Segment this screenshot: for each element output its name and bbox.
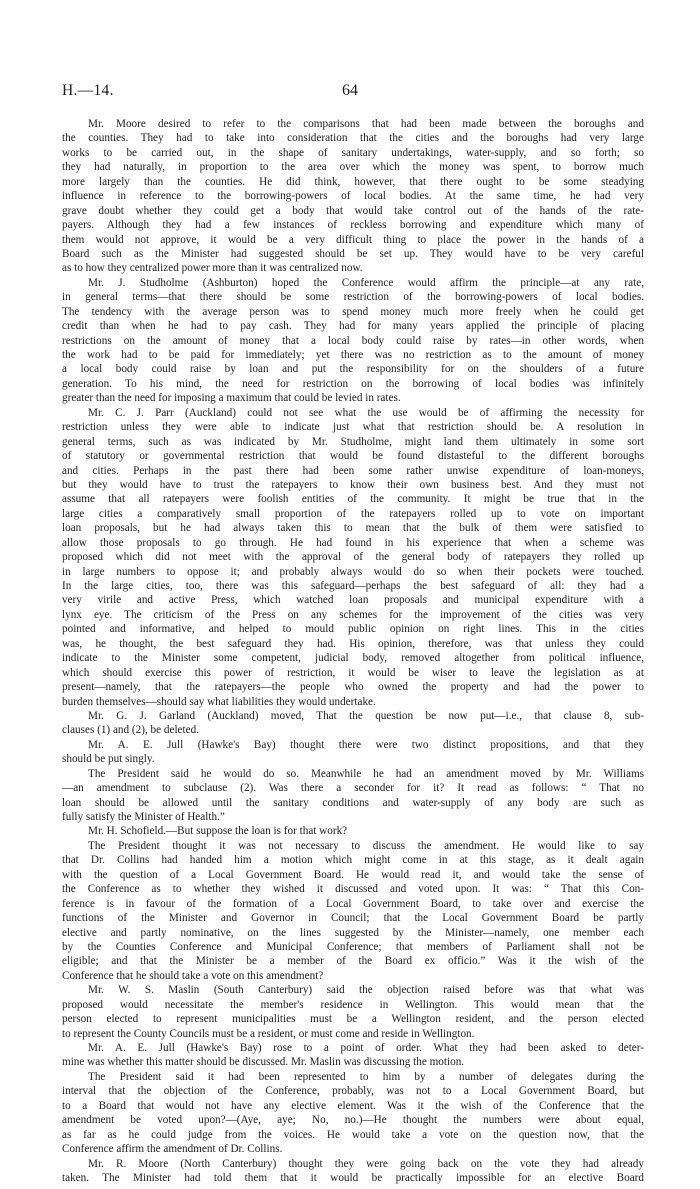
text-line: a local body could raise by loan and put the responsibility for on the shoulders of a future xyxy=(62,363,644,376)
text-line: Board such as the Minister had suggested should be set up. They would have to be very careful xyxy=(62,247,644,260)
text-line: generation. To his mind, the need for restriction on the borrowing of local bodies was infinitely xyxy=(62,377,644,390)
text-line: to represent the County Councils must be a resident, or must come and reside in Wellington. xyxy=(62,1027,475,1040)
text-line: should be put singly. xyxy=(62,753,155,766)
text-line: restrictions on the amount of money that a local body could raise by rates—in other words, when xyxy=(62,334,644,347)
text-line: pointed and informative, and helped to mould public opinion on right lines. This in the cities xyxy=(62,623,644,636)
body-text xyxy=(62,117,644,1185)
text-line: ference is in favour of the formation of a Local Government Board, to take over and exercise the xyxy=(62,897,644,910)
text-line: taken. The Minister had told them that it would be practically impossible for an elective Board xyxy=(62,1171,644,1184)
text-line: as far as he could judge from the voices. He would take a vote on the question now, that the xyxy=(62,1128,644,1141)
text-line: in general terms—that there should be some restriction of the borrowing-powers of local bodies. xyxy=(62,291,644,304)
text-line: by the Counties Conference and Municipal Conference; that members of Parliament shall not be xyxy=(62,940,644,953)
text-line: loan proposals, but he had always taken this to mean that the bulk of them were satisfied to xyxy=(62,522,644,535)
page-header xyxy=(62,82,638,102)
text-line: Mr. C. J. Parr (Auckland) could not see what the use would be of affirming the necessity for xyxy=(88,406,644,419)
text-line: In the large cities, too, there was this safeguard—perhaps the best safeguard of all: they had a xyxy=(62,580,644,592)
text-line: Conference that he should take a vote on this amendment? xyxy=(62,969,324,982)
text-line: The President thought it was not necessary to discuss the amendment. He would like to say xyxy=(88,839,644,852)
text-line: in large numbers to oppose it; and probably always would do so when their pockets were touched. xyxy=(62,565,644,578)
text-line: The President said he would do so. Meanwhile he had an amendment moved by Mr. Williams xyxy=(88,767,644,780)
text-line: they had naturally, in proportion to the area over which the money was spent, to borrow much xyxy=(62,161,644,174)
text-line: the work had to be paid for immediately; yet there was no restriction as to the amount of money xyxy=(62,349,644,361)
text-line: clauses (1) and (2), be deleted. xyxy=(62,724,199,737)
text-line: person elected to represent municipalities must be a Wellington resident, and the person elected xyxy=(62,1013,644,1026)
text-line: Mr. G. J. Garland (Auckland) moved, That the question be now put—i.e., that clause 8, sub- xyxy=(88,709,644,722)
text-line: Mr. H. Schofield.—But suppose the loan is for that work? xyxy=(88,825,348,838)
text-line: was, he thought, the best safeguard they had. His opinion, therefore, was that unless they could xyxy=(62,637,644,650)
text-line: that Dr. Collins had handed him a motion which might come in at this stage, as it dealt again xyxy=(62,854,644,867)
text-line: greater than the need for imposing a maximum that could be levied in rates. xyxy=(62,392,401,405)
text-line: Mr. A. E. Jull (Hawke's Bay) rose to a point of order. What they had been asked to deter- xyxy=(88,1042,644,1054)
text-line: as to how they centralized power more than it was centralized now. xyxy=(62,262,363,275)
text-line: credit than when he had to pay cash. They had for many years applied the principle of placing xyxy=(62,320,644,333)
text-line: restriction unless they were able to indicate just what that restriction should be. A resolution in xyxy=(62,421,644,434)
text-line: the Conference as to whether they wished it discussed and voted upon. It was: “ That this Con- xyxy=(62,883,644,896)
text-line: lynx eye. The criticism of the Press on any schemes for the improvement of the cities was very xyxy=(62,608,644,621)
text-line: fully satisfy the Minister of Health.” xyxy=(62,811,225,823)
text-line: Conference affirm the amendment of Dr. Collins. xyxy=(62,1143,283,1156)
text-line: The tendency with the average person was to spend money much more freely when he could get xyxy=(62,305,644,318)
text-line: general terms, such as was indicated by Mr. Studholme, might land them ultimately in some sort xyxy=(62,435,644,448)
text-line: works to be carried out, in the shape of sanitary undertakings, water-supply, and so forth; so xyxy=(62,146,644,159)
text-line: loan should be allowed until the sanitary conditions and water-supply of any body are such as xyxy=(62,796,644,809)
text-line: burden themselves—should say what liabilities they would undertake. xyxy=(62,695,376,708)
text-line: Mr. Moore desired to refer to the comparisons that had been made between the boroughs and xyxy=(88,118,644,130)
text-line: Mr. A. E. Jull (Hawke's Bay) thought there were two distinct propositions, and that they xyxy=(88,738,644,751)
text-line: elective and partly nominative, on the lines suggested by the Minister—namely, one member each xyxy=(62,926,644,939)
text-line: more largely than the counties. He did think, however, that there ought to be some steadying xyxy=(62,175,644,188)
text-line: which should exercise this power of restriction, it would be wiser to leave the legislation as at xyxy=(62,666,644,679)
text-line: grave doubt whether they could get a body that would take control out of the hands of the rate- xyxy=(62,204,644,217)
page-number: 64 xyxy=(342,82,358,99)
text-line: the counties. They had to take into consideration that the cities and the boroughs had very large xyxy=(62,132,644,145)
text-line: interval that the objection of the Conference, probably, was not to a Local Government Board, but xyxy=(62,1085,644,1098)
text-line: assume that all ratepayers were foolish entities of the community. It might be true that in the xyxy=(62,493,644,506)
report-code: H.—14. xyxy=(62,82,114,99)
text-line: of statutory or governmental restriction that would be found distasteful to the different boroughs xyxy=(62,450,644,463)
text-line: very virile and active Press, which watched loan proposals and municipal expenditure with a xyxy=(62,594,644,607)
text-line: but they would have to trust the ratepayers to know their own business best. And they must not xyxy=(62,478,644,491)
text-line: Mr. R. Moore (North Canterbury) thought they were going back on the vote they had already xyxy=(88,1157,644,1170)
text-line: The President said it had been represented to him by a number of delegates during the xyxy=(88,1070,644,1083)
text-line: with the question of a Local Government Board. He would read it, and would take the sense of xyxy=(62,868,644,881)
text-line: them would not approve, it would be a very difficult thing to place the power in the hands of a xyxy=(62,233,644,246)
text-line: payers. Although they had a few instances of reckless borrowing and expenditure which many of xyxy=(62,219,644,232)
text-line: allow those proposals to go through. He had found in his experience that when a scheme was xyxy=(62,536,644,549)
text-line: and cities. Perhaps in the past there had been some rather unwise expenditure of loan-moneys, xyxy=(62,464,644,477)
text-line: proposed would necessitate the member's residence in Wellington. This would mean that the xyxy=(62,998,644,1011)
text-line: amendment be voted upon?—(Aye, aye; No, no.)—He thought the numbers were about equal, xyxy=(62,1114,644,1127)
text-line: Mr. J. Studholme (Ashburton) hoped the Conference would affirm the principle—at any rate, xyxy=(88,276,644,289)
text-line: large cities a comparatively small proportion of the ratepayers rolled up to vote on important xyxy=(62,507,644,520)
text-line: —an amendment to subclause (2). Was there a seconder for it? It read as follows: “ That no xyxy=(62,782,644,795)
text-line: mine was whether this matter should be discussed. Mr. Maslin was discussing the motion. xyxy=(62,1056,465,1069)
text-line: indicate to the Minister some competent, judicial body, removed altogether from political influence, xyxy=(62,652,644,665)
text-line: influence in reference to the borrowing-powers of local bodies. At the same time, he had very xyxy=(62,190,644,203)
text-line: proposed which did not meet with the approval of the general body of ratepayers they rolled up xyxy=(62,551,644,564)
text-line: functions of the Minister and Governor in Council; that the Local Government Board be partly xyxy=(62,912,644,925)
text-line: to a Board that would not have any elective element. Was it the wish of the Conference that the xyxy=(62,1099,644,1112)
text-line: Mr. W. S. Maslin (South Canterbury) said the objection raised before was that what was xyxy=(88,984,644,997)
text-line: present—namely, that the ratepayers—the people who owned the property and had the power to xyxy=(62,681,644,694)
text-line: eligible; and that the Minister be a member of the Board ex officio.” Was it the wish of the xyxy=(62,955,644,968)
